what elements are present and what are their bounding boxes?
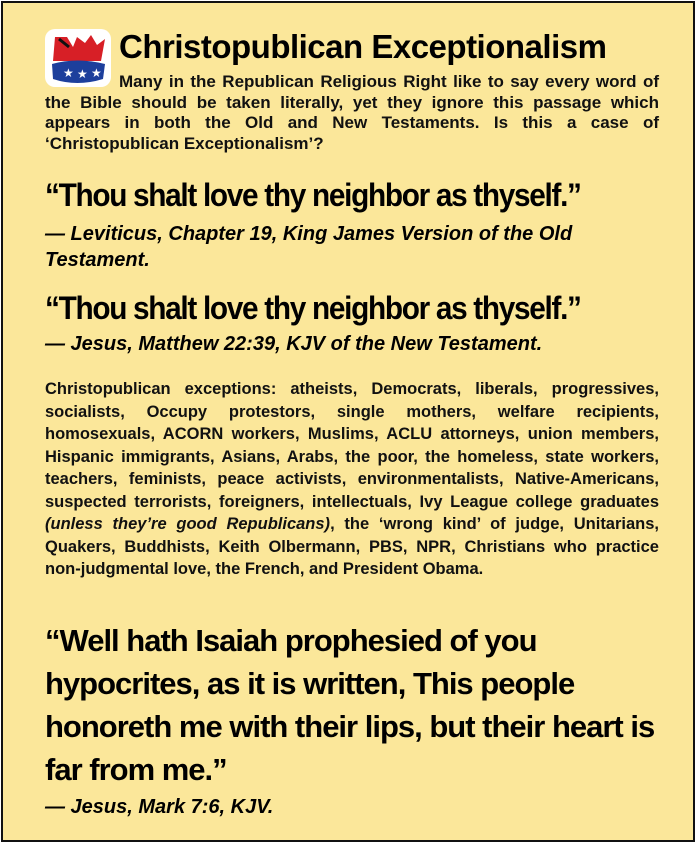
exceptions-paragraph	[45, 378, 659, 581]
intro-paragraph: Many in the Republican Religious Right like to say every word of the Bible should be taken literally, yet they ignore this passage which appears in both the Old and New Testaments. Is this a case of ‘Christopublican Exceptionalism’?	[45, 72, 659, 153]
quote-matthew: “Thou shalt love thy neighbor as thyself.”	[45, 290, 581, 326]
logo-star-1: ★	[63, 66, 74, 80]
page-title: Christopublican Exceptionalism	[119, 28, 607, 65]
poster	[1, 1, 695, 842]
quote-mark: “Well hath Isaiah prophesied of you hypocrites, as it is written, This people honoreth me with their lips, but their heart is far from me.”	[45, 623, 655, 787]
exceptions-aside: (unless they’re good Republicans)	[45, 515, 331, 533]
exceptions-tail: , the ‘wrong kind’ of judge, Unitarians, Quakers, Buddhists, Keith Olbermann, PBS, NPR, Christians who practice non-judgmental love, the French, and President Obama.	[45, 515, 660, 578]
quote-leviticus: “Thou shalt love thy neighbor as thyself.”	[45, 177, 581, 213]
exceptions-lead: Christopublican exceptions: atheists, Democrats, liberals, progressives, socialists, Occupy protestors, single mothers, welfare recipients, homosexuals, ACORN workers, Muslims, ACLU attorneys, union members, Hispanic immigrants, Asians, Arabs, the poor, the homeless, state workers, teachers, feminists, peace activists, environmentalists, Native-Americans, suspected terrorists, foreigners, intellectuals, Ivy League college graduates	[45, 380, 659, 511]
logo-star-2: ★	[77, 67, 88, 81]
citation-matthew: — Jesus, Matthew 22:39, KJV of the New Testament.	[45, 333, 543, 355]
logo-star-3: ★	[91, 66, 102, 80]
citation-mark: — Jesus, Mark 7:6, KJV.	[45, 796, 274, 818]
citation-leviticus: — Leviticus, Chapter 19, King James Version of the Old Testament.	[45, 223, 573, 271]
